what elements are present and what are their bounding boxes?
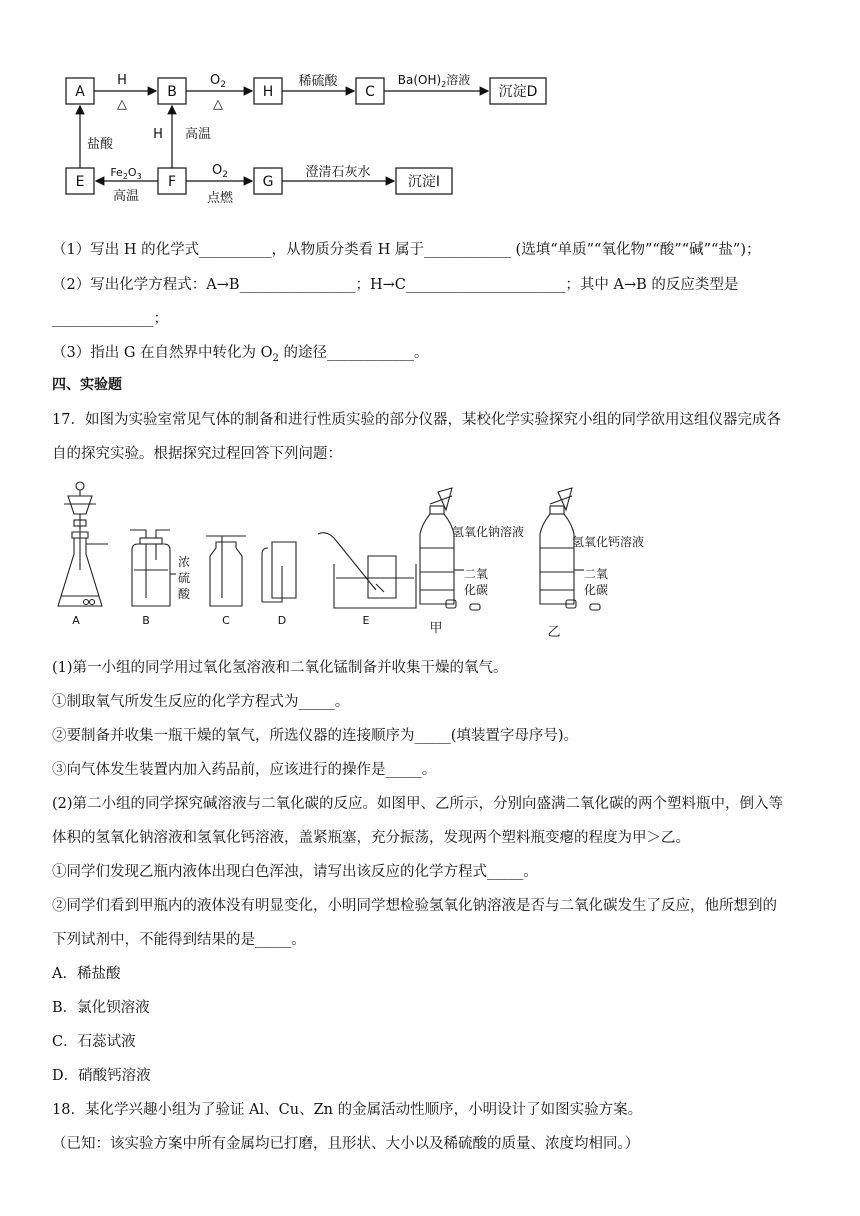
label-bottle-yi: 乙 xyxy=(547,625,561,640)
label-bottle-jia: 甲 xyxy=(429,621,443,636)
fg-condition-bottom: 点燃 xyxy=(206,191,234,206)
apparatus-e xyxy=(318,533,416,608)
label-apparatus-a: A xyxy=(72,614,80,627)
label-a: A xyxy=(75,84,85,100)
label-e: E xyxy=(75,174,85,190)
q18-line2: （已知：该实验方案中所有金属均已打磨，且形状、大小以及稀硫酸的质量、浓度均相同。） xyxy=(52,1136,640,1152)
co2-label-yi-2: 化碳 xyxy=(584,583,609,597)
apparatus-figure xyxy=(50,474,660,642)
label-h: H xyxy=(262,84,274,100)
q16-part2: （2）写出化学方程式：A→B________________；H→C______________________；其中 A→B 的反应类型是 xyxy=(52,277,739,293)
q17-part1: (1)第一小组的同学用过氧化氢溶液和二氧化锰制备并收集干燥的氧气。 xyxy=(52,660,508,676)
co2-label-jia-2: 化碳 xyxy=(464,583,489,597)
option-a: A．稀盐酸 xyxy=(52,966,121,982)
naoh-label: 氢氧化钠溶液 xyxy=(452,525,525,539)
label-i: 沉淀I xyxy=(407,174,441,190)
label-apparatus-c: C xyxy=(222,614,230,627)
cd-condition: $Ba(OH)_2$溶液 xyxy=(397,73,471,89)
reaction-flow-diagram xyxy=(60,68,560,210)
q17-part2-1: ①同学们发现乙瓶内液体出现白色浑浊，请写出该反应的化学方程式_____。 xyxy=(52,864,538,880)
b-acid-label-1: 浓 xyxy=(178,555,191,569)
gi-condition: 澄清石灰水 xyxy=(305,165,371,180)
q17-part1-2: ②要制备并收集一瓶干燥的氧气，所选仪器的连接顺序为_____(填装置字母序号)。 xyxy=(52,728,579,744)
q17-part2-line2: 体积的氢氧化钠溶液和氢氧化钙溶液，盖紧瓶塞，充分振荡，发现两个塑料瓶变瘪的程度为甲＞乙。 xyxy=(52,830,690,846)
q18-line1: 18．某化学兴趣小组为了验证 Al、Cu、Zn 的金属活动性顺序，小明设计了如图实验方案。 xyxy=(52,1102,643,1118)
q17-intro-line2: 自的探究实验。根据探究过程回答下列问题： xyxy=(52,446,342,462)
fb-condition-left: H xyxy=(153,127,163,142)
section-heading: 四、实验题 xyxy=(52,377,122,393)
b-acid-label-3: 酸 xyxy=(178,587,191,601)
hc-condition: 稀硫酸 xyxy=(298,74,338,89)
fg-condition-top: $O_2$ xyxy=(212,163,228,180)
apparatus-a xyxy=(58,482,108,606)
label-apparatus-e: E xyxy=(362,614,370,627)
q17-intro-line1: 17．如图为实验室常见气体的制备和进行性质实验的部分仪器，某校化学实验探究小组的同学欲用这组仪器完成各 xyxy=(52,412,781,428)
label-c: C xyxy=(365,84,375,100)
apparatus-b xyxy=(130,530,176,606)
q16-part1: （1）写出 H 的化学式__________，从物质分类看 H 属于____________ (选填“单质”“氧化物”“酸”“碱”“盐”)； xyxy=(52,242,761,258)
label-b: B xyxy=(167,84,177,100)
co2-label-jia-1: 二氧 xyxy=(464,567,489,581)
q17-part2-line1: (2)第二小组的同学探究碱溶液与二氧化碳的反应。如图甲、乙所示，分别向盛满二氧化碳的两个塑料瓶中，倒入等 xyxy=(52,796,784,812)
b-acid-label-2: 硫 xyxy=(178,571,191,585)
option-b: B．氯化钡溶液 xyxy=(52,1000,150,1016)
ea-condition: 盐酸 xyxy=(86,137,114,152)
apparatus-d xyxy=(262,542,296,602)
option-c: C．石蕊试液 xyxy=(52,1034,136,1050)
bh-condition-bottom: △ xyxy=(213,97,223,112)
label-apparatus-b: B xyxy=(142,614,150,627)
fb-condition-right: 高温 xyxy=(184,127,212,142)
option-d: D．硝酸钙溶液 xyxy=(52,1068,151,1084)
fe-condition-top: $Fe_2O_3$ xyxy=(110,166,142,181)
label-g: G xyxy=(262,174,274,190)
caoh-label: 氢氧化钙溶液 xyxy=(572,535,645,549)
fe-condition-bottom: 高温 xyxy=(112,189,140,204)
co2-label-yi-1: 二氧 xyxy=(584,567,609,581)
bh-condition-top: $O_2$ xyxy=(210,73,226,90)
q17-part2-2-line2: 下列试剂中，不能得到结果的是_____。 xyxy=(52,932,306,948)
q17-part2-2-line1: ②同学们看到甲瓶内的液体没有明显变化，小明同学想检验氢氧化钠溶液是否与二氧化碳发生了反应，他所想到的 xyxy=(52,898,777,914)
label-f: F xyxy=(167,174,177,190)
q16-part2-cont: ______________； xyxy=(52,311,168,327)
q17-part1-3: ③向气体发生装置内加入药品前，应该进行的操作是_____。 xyxy=(52,762,437,778)
q16-part3: （3）指出 G 在自然界中转化为 $O_2$ 的途径____________。 xyxy=(52,345,429,364)
q17-part1-1: ①制取氧气所发生反应的化学方程式为_____。 xyxy=(52,694,350,710)
label-d: 沉淀D xyxy=(498,84,538,100)
apparatus-c xyxy=(206,536,246,606)
label-apparatus-d: D xyxy=(277,614,287,627)
ab-condition-top: H xyxy=(117,73,127,88)
ab-condition-bottom: △ xyxy=(117,97,127,112)
